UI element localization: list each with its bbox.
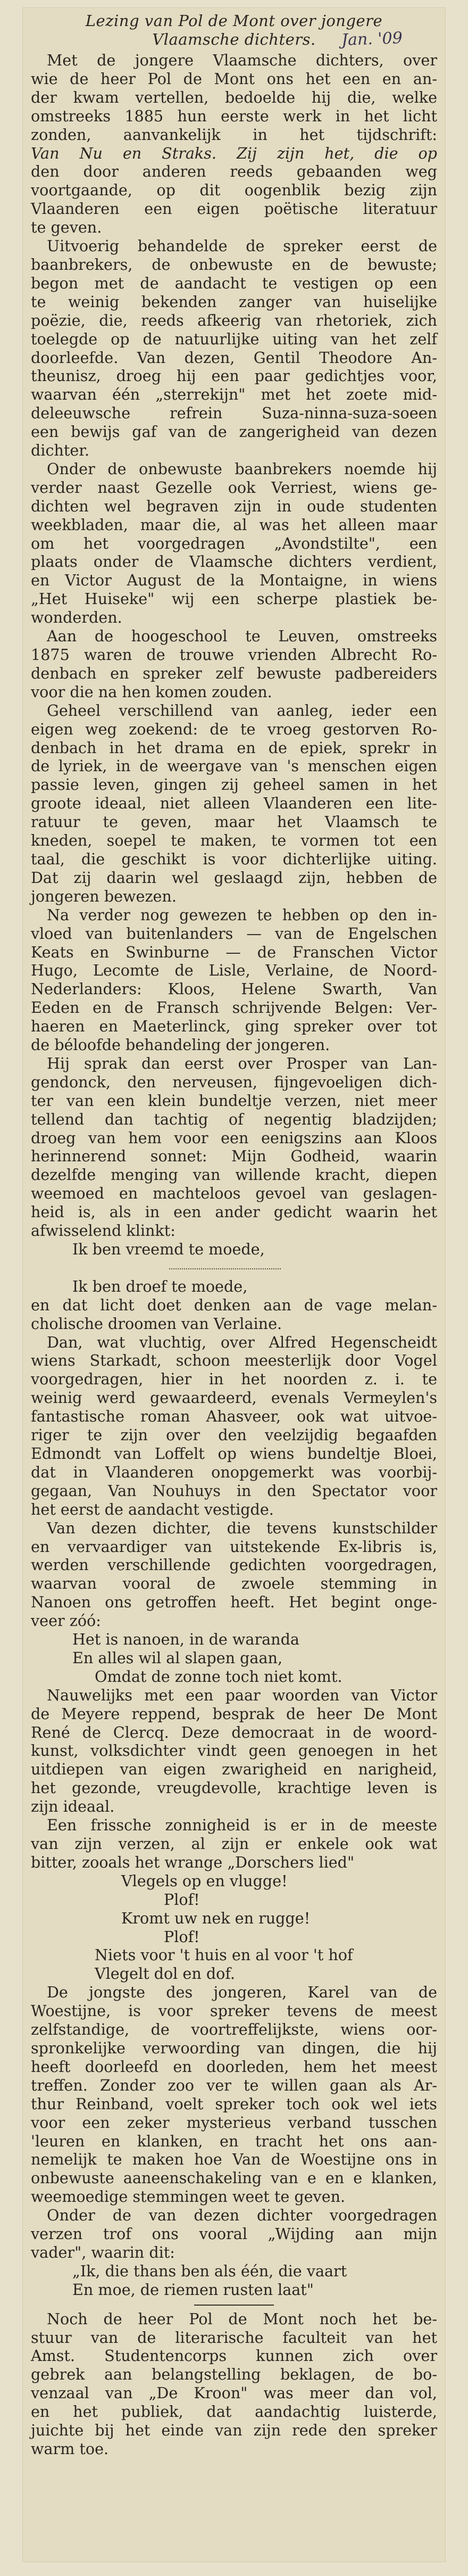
line: toelegde op de natuurlijke uiting van het zelf	[31, 329, 437, 348]
line: thur Reinband, voelt spreker toch ook wel iets	[31, 2094, 437, 2113]
line: baanbrekers, de onbewuste en de bewuste;	[31, 255, 437, 274]
line: haeren en Maeterlinck, ging spreker over tot	[31, 1017, 437, 1036]
line: wiens Starkadt, schoon meesterlijk door Vogel	[31, 1351, 437, 1370]
line: weemoed en machteloos gevoel van geslagen-	[31, 1184, 437, 1203]
line: weekbladen, maar die, al was het alleen maar	[31, 515, 437, 534]
line: spronkelijke verwoording van dingen, die hij	[31, 2038, 437, 2057]
line: warm toe.	[31, 2440, 109, 2458]
section-divider	[194, 2305, 274, 2306]
line: voortgaande, op dit oogenblik bezig zijn	[31, 181, 437, 200]
line: Met de jongere Vlaamsche dichters, over	[47, 51, 437, 69]
line: heid is, als in een ander gedicht waarin het	[31, 1203, 437, 1221]
line: een bewijs gaf van de zangerigheid van dezen	[31, 423, 437, 441]
newspaper-clipping	[22, 7, 446, 2562]
line: nemelijk te maken hoe Van de Woestijne ons in	[31, 2150, 437, 2169]
line: bitter, zooals het wrange „Dorschers lied"	[31, 1853, 355, 1871]
line: Hij sprak dan eerst over Prosper van Lan-	[47, 1054, 437, 1072]
line: treffen. Zonder zoo ver te willen gaan als Ar-	[31, 2076, 437, 2094]
article-body	[31, 51, 437, 2458]
line: zelfstandige, de voortreffelijkste, wiens oor-	[31, 2020, 437, 2039]
line: jongeren bewezen.	[31, 887, 177, 905]
poem-line: Vlegelt dol en dof.	[95, 1964, 236, 1983]
line: Keats en Swinburne — de Franschen Victor	[31, 943, 437, 961]
line: en het publiek, dat aandachtig luisterde,	[31, 2402, 437, 2421]
poem-line: Omdat de zonne toch niet komt.	[95, 1667, 342, 1686]
line: Een frissche zonnigheid is er in de meeste	[47, 1816, 437, 1835]
line: wie de heer Pol de Mont ons het een en an-	[31, 69, 437, 88]
line: kunst, volksdichter vindt geen genoegen in het	[31, 1741, 437, 1760]
line: „Het Huiseke" wij een scherpe plastiek be-	[31, 590, 437, 608]
line: denbach in het drama en de epiek, sprekr in	[31, 738, 437, 757]
line: de Meyere reppend, besprak de heer De Mont	[31, 1704, 437, 1723]
dotted-separator	[31, 1259, 437, 1277]
line: verzen trof ons vooral „Wijding aan mijn	[31, 2225, 437, 2243]
line: vader", waarin dit:	[31, 2243, 175, 2261]
heading-line-2: Vlaamsche dichters.	[152, 30, 316, 48]
line: Dat zij daarin wel geslaagd zijn, hebben de	[31, 868, 437, 887]
line: Edmondt van Loffelt op wiens bundeltje Bloei,	[31, 1444, 437, 1463]
line: deleeuwsche refrein Suza-ninna-suza-soeen	[31, 404, 437, 423]
line: droeg van hem voor een eenigszins aan Kloos	[31, 1128, 437, 1147]
line: Eeden en de Fransch schrijvende Belgen: Ver-	[31, 998, 437, 1017]
line: ratuur te geven, maar het Vlaamsch te	[31, 813, 437, 831]
line: werden verschillende gedichten voorgedragen,	[31, 1556, 437, 1574]
line: Na verder nog gewezen te hebben op den in-	[47, 905, 437, 924]
line: uitdiepen van eigen zwarigheid en narigheid,	[31, 1760, 437, 1779]
line: gebrek aan belangstelling beklagen, de bo-	[31, 2365, 437, 2384]
line: fantastische roman Ahasveer, ook wat uitvoe-	[31, 1407, 437, 1426]
poem-line: En moe, de riemen rusten laat"	[72, 2280, 314, 2299]
poem-line: Het is nanoen, in de waranda	[72, 1630, 299, 1649]
line: voorgedragen, hier in het noorden z. i. te	[31, 1370, 437, 1389]
line: waarvan één „sterrekijn" met het zoete mid-	[31, 385, 437, 404]
line: waarvan vooral de zwoele stemming in	[31, 1574, 437, 1593]
poem-line: Ik ben droef te moede,	[72, 1277, 248, 1295]
line: Dan, wat vluchtig, over Alfred Hegenscheidt	[47, 1333, 437, 1351]
line: heeft doorleefd en doorleden, hem het meest	[31, 2057, 437, 2076]
line: verder naast Gezelle ook Verriest, wiens ge-	[31, 478, 437, 497]
heading-line-1: Lezing van Pol de Mont over jongere	[85, 12, 383, 30]
line: Van Nu en Straks. Zij zijn het, die op	[31, 144, 437, 162]
line: begon met de aandacht te vestigen op een	[31, 274, 437, 292]
line: Van dezen dichter, die tevens kunstschilder	[47, 1518, 437, 1537]
line: voor die na hen komen zouden.	[31, 682, 272, 701]
line: de béloofde behandeling der jongeren.	[31, 1036, 330, 1054]
line: stuur van de literarische faculteit van het	[31, 2328, 437, 2347]
line: tellend dan tachtig of negentig bladzijden;	[31, 1110, 437, 1128]
line: Hugo, Lecomte de Lisle, Verlaine, de Noord-	[31, 961, 437, 980]
line: weemoedige stemmingen weet te geven.	[31, 2187, 346, 2206]
line: Vlaanderen een eigen poëtische literatuur	[31, 200, 437, 218]
poem-line: Plof!	[164, 1890, 200, 1909]
line: taal, die geschikt is voor dichterlijke uiting.	[31, 849, 437, 868]
line: venzaal van „De Kroon" was meer dan vol,	[31, 2384, 437, 2402]
line: Nederlanders: Kloos, Helene Swarth, Van	[31, 980, 437, 998]
line: juichte bij het einde van zijn rede den spreker	[31, 2421, 437, 2440]
line: wonderden.	[31, 608, 122, 627]
line: 'leuren en klanken, en tracht het ons aan-	[31, 2132, 437, 2150]
line: riger te zijn over den veelzijdig begaafden	[31, 1426, 437, 1444]
line: den door anderen reeds gebaanden weg	[31, 162, 437, 181]
line: van zijn verzen, al zijn er enkele ook wat	[31, 1835, 437, 1853]
line: herinnerend sonnet: Mijn Godheid, waarin	[31, 1147, 437, 1166]
line: zijn ideaal.	[31, 1797, 115, 1816]
line: onbewuste aaneenschakeling van e en e klanken,	[31, 2169, 437, 2187]
line: en Victor August de la Montaigne, in wiens	[31, 571, 437, 590]
line: afwisselend klinkt:	[31, 1221, 176, 1240]
line: dichter.	[31, 441, 89, 460]
line: kneden, soepel te maken, te vormen tot een	[31, 831, 437, 850]
poem-line: Ik ben vreemd te moede,	[72, 1240, 265, 1258]
line: te geven.	[31, 218, 102, 237]
line: theunisz, droeg hij een paar gedichtjes voor,	[31, 367, 437, 385]
line: zonden, aanvankelijk in het tijdschrift:	[31, 125, 437, 144]
line: René de Clercq. Deze democraat in de woord-	[31, 1723, 437, 1741]
line: weinig werd gewaardeerd, evenals Vermeylen's	[31, 1389, 437, 1407]
line: en vervaardiger van uitstekende Ex-libris is,	[31, 1537, 437, 1556]
line: der kwam vertellen, bedoelde hij die, welke	[31, 88, 437, 106]
line: omstreeks 1885 hun eerste werk in het licht	[31, 106, 437, 125]
line: het eerst de aandacht vestigde.	[31, 1500, 274, 1518]
line: groote ideaal, niet alleen Vlaanderen een lite-	[31, 794, 437, 813]
line: plaats onder de Vlaamsche dichters verdient,	[31, 552, 437, 571]
line: de lyriek, in de weergave van 's menschen eigen	[31, 757, 437, 775]
line: Nauwelijks met een paar woorden van Victor	[47, 1686, 437, 1704]
line: Uitvoerig behandelde de spreker eerst de	[47, 237, 437, 255]
line: dichten wel begraven zijn in oude studenten	[31, 497, 437, 515]
poem-line: Niets voor 't huis en al voor 't hof	[95, 1946, 353, 1964]
line: dezelfde menging van willende kracht, diepen	[31, 1166, 437, 1184]
poem-line: Vlegels op en vlugge!	[121, 1871, 288, 1890]
line: het gezonde, vreugdevolle, krachtige leven is	[31, 1779, 437, 1797]
line: veer zóó:	[31, 1612, 101, 1630]
line: om het voorgedragen „Avondstilte", een	[31, 534, 437, 552]
poem-line: Plof!	[164, 1927, 200, 1946]
line: Noch de heer Pol de Mont noch het be-	[47, 2309, 437, 2328]
line: cholische droomen van Verlaine.	[31, 1314, 282, 1333]
line: Geheel verschillend van aanleg, ieder een	[47, 701, 437, 720]
line: Woestijne, is voor spreker tevens de meest	[31, 2002, 437, 2020]
handwritten-date: Jan. '09	[341, 29, 403, 49]
poem-line: Kromt uw nek en rugge!	[121, 1909, 311, 1927]
line: en dat licht doet denken aan de vage melan-	[31, 1295, 437, 1314]
line: 1875 waren de trouwe vrienden Albrecht Ro-	[31, 646, 437, 664]
line: te weinig bekenden zanger van huiselijke	[31, 292, 437, 311]
line: voor een zeker mysterieus verband tusschen	[31, 2113, 437, 2132]
poem-line: „Ik, die thans ben als één, die vaart	[72, 2261, 347, 2280]
line: doorleefde. Van dezen, Gentil Theodore An-	[31, 348, 437, 367]
line: eigen weg zoekend: de te vroeg gestorven Ro-	[31, 720, 437, 738]
line: gegaan, Van Nouhuys in den Spectator voor	[31, 1481, 437, 1500]
line: ter van een klein bundeltje verzen, niet meer	[31, 1091, 437, 1110]
line: dat in Vlaanderen onopgemerkt was voorbij-	[31, 1463, 437, 1481]
line: denbach en spreker zelf bewuste padbereiders	[31, 664, 437, 682]
line: Onder de van dezen dichter voorgedragen	[47, 2206, 437, 2225]
line: Aan de hoogeschool te Leuven, omstreeks	[47, 627, 437, 646]
line: Amst. Studentencorps kunnen zich over	[31, 2347, 437, 2365]
line: passie leven, gingen zij geheel samen in het	[31, 775, 437, 794]
line: poëzie, die, reeds afkeerig van rhetoriek, zich	[31, 311, 437, 329]
line: Onder de onbewuste baanbrekers noemde hij	[47, 459, 437, 478]
line: vloed van buitenlanders — van de Engelschen	[31, 924, 437, 943]
line: De jongste des jongeren, Karel van de	[47, 1983, 437, 2002]
line: Nanoen ons getroffen heeft. Het begint onge-	[31, 1593, 437, 1612]
poem-line: En alles wil al slapen gaan,	[72, 1648, 283, 1667]
line: gendonck, den nerveusen, fijngevoeligen dich-	[31, 1072, 437, 1091]
